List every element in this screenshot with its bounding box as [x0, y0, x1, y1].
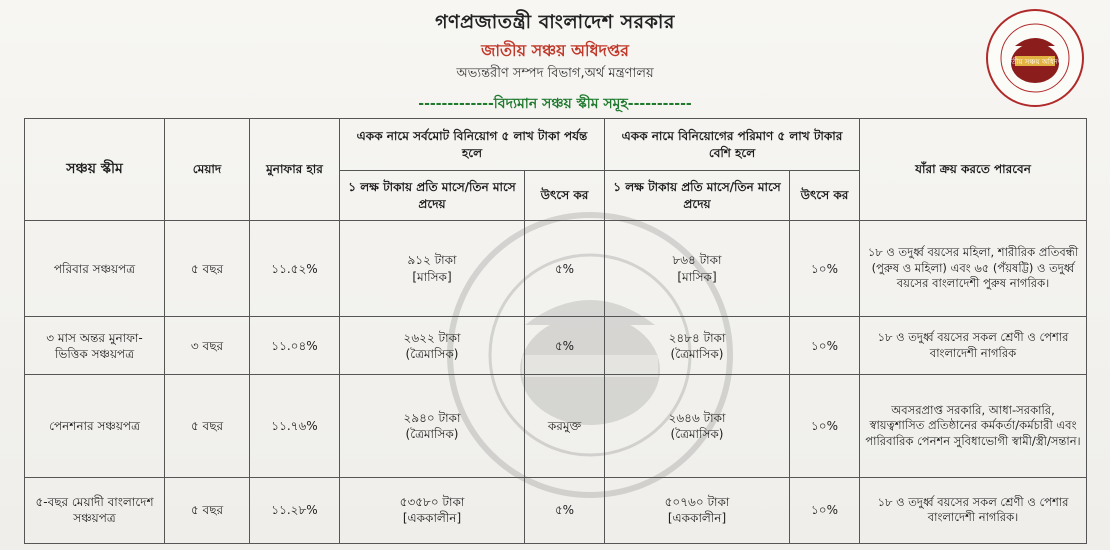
rate-cell: ১১.৭৬%: [250, 375, 340, 477]
table-row: [25, 375, 1087, 477]
profit-b-cell: [605, 317, 790, 375]
rate-cell: ১১.০৪%: [250, 317, 340, 375]
header-group-b: একক নামে বিনিয়োগের পরিমাণ ৫ লাখ টাকার বেশি হলে: [605, 119, 860, 171]
eligible-cell: ১৮ ও তদুর্ধ্ব বয়সের সকল শ্রেণী ও পেশার বাংলাদেশী নাগরিক: [860, 317, 1087, 375]
tax-b-cell: ১০%: [790, 317, 860, 375]
header-eligible: যাঁরা ক্রয় করতে পারবেন: [860, 119, 1087, 221]
eligible-cell: ১৮ ও তদুর্ধ্ব বয়সের সকল শ্রেণী ও পেশার বাংলাদেশী নাগরিক।: [860, 477, 1087, 543]
header-tax-b: উৎসে কর: [790, 171, 860, 221]
profit-a-cell: [340, 317, 525, 375]
profit-a-cell: [340, 375, 525, 477]
tenure-cell: ৫ বছর: [165, 375, 250, 477]
scheme-name: ৫-বছর মেয়াদী বাংলাদেশ সঞ্চয়পত্র: [25, 477, 165, 543]
header-group-a: একক নামে সর্বমোট বিনিয়োগ ৫ লাখ টাকা পর্যন্ত হলে: [340, 119, 605, 171]
header-profit-b: ১ লক্ষ টাকায় প্রতি মাসে/তিন মাসে প্রদেয়: [605, 171, 790, 221]
profit-b-amount: ২৪৮৪ টাকা: [668, 330, 726, 345]
profit-a-period: (ত্রৈমাসিক): [405, 346, 459, 361]
savings-schemes-table: [24, 118, 1087, 544]
profit-b-amount: ৮৬৪ টাকা: [672, 253, 722, 268]
rate-cell: ১১.৫২%: [250, 221, 340, 317]
profit-b-period: [এককালীন]: [667, 511, 727, 526]
tax-b-cell: ১০%: [790, 221, 860, 317]
tax-a-cell: ৫%: [525, 221, 605, 317]
scheme-name: পরিবার সঞ্চয়পত্র: [25, 221, 165, 317]
government-title: গণপ্রজাতন্ত্রী বাংলাদেশ সরকার: [435, 11, 675, 33]
profit-a-amount: ২৬২২ টাকা: [403, 330, 461, 345]
profit-b-cell: [605, 477, 790, 543]
tenure-cell: ৫ বছর: [165, 477, 250, 543]
emblem-seal-icon: [985, 8, 1085, 108]
tenure-cell: ৫ বছর: [165, 221, 250, 317]
profit-a-cell: [340, 221, 525, 317]
header-rate: মুনাফার হার: [250, 119, 340, 221]
eligible-cell: অবসরপ্রাপ্ত সরকারি, আধা-সরকারি, স্বায়ত্বশাসিত প্রতিষ্ঠানের কর্মকর্তা/কর্মচারী এবং পারিবারিক পেনশন সুবিধাভোগী স্বামী/স্ত্রী/সন্তান।: [860, 375, 1087, 477]
tenure-cell: ৩ বছর: [165, 317, 250, 375]
tax-b-cell: ১০%: [790, 477, 860, 543]
profit-b-amount: ২৬৪৬ টাকা: [668, 410, 726, 425]
profit-b-period: (ত্রৈমাসিক): [670, 427, 724, 442]
table-row: [25, 317, 1087, 375]
division-name: অভ্যন্তরীণ সম্পদ বিভাগ,অর্থ মন্ত্রণালয়: [456, 66, 654, 81]
profit-a-amount: ৯১২ টাকা: [407, 253, 457, 268]
tax-a-cell: করমুক্ত: [525, 375, 605, 477]
profit-a-amount: ২৯৪০ টাকা: [403, 410, 461, 425]
profit-a-period: [মাসিক]: [412, 269, 452, 284]
department-name: জাতীয় সঞ্চয় অধিদপ্তর: [481, 41, 629, 60]
profit-b-period: [মাসিক]: [677, 269, 717, 284]
table-row: [25, 221, 1087, 317]
profit-a-period: [এককালীন]: [402, 511, 462, 526]
tax-a-cell: ৫%: [525, 317, 605, 375]
scheme-name: পেনশনার সঞ্চয়পত্র: [25, 375, 165, 477]
profit-a-amount: ৫৩৫৮০ টাকা: [399, 495, 465, 510]
table-row: [25, 477, 1087, 543]
profit-b-amount: ৫০৭৬০ টাকা: [664, 495, 730, 510]
profit-b-cell: [605, 375, 790, 477]
schemes-heading: -------------বিদ্যমান সঞ্চয় স্কীম সমূহ-----------: [418, 96, 692, 112]
logo-text: জাতীয় সঞ্চয় অধিদপ্তর: [1002, 58, 1068, 66]
profit-b-cell: [605, 221, 790, 317]
header-profit-a: ১ লক্ষ টাকায় প্রতি মাসে/তিন মাসে প্রদেয়: [340, 171, 525, 221]
rate-cell: ১১.২৮%: [250, 477, 340, 543]
header-tax-a: উৎসে কর: [525, 171, 605, 221]
profit-b-period: (ত্রৈমাসিক): [670, 346, 724, 361]
tax-a-cell: ৫%: [525, 477, 605, 543]
profit-a-period: (ত্রৈমাসিক): [405, 427, 459, 442]
header-scheme: সঞ্চয় স্কীম: [25, 119, 165, 221]
profit-a-cell: [340, 477, 525, 543]
eligible-cell: ১৮ ও তদুর্ধ্ব বয়সের মহিলা, শারীরিক প্রতিবন্ধী (পুরুষ ও মহিলা) এবং ৬৫ (পঁয়ষট্টি) ও তদুর্ধ্ব বয়সের বাংলাদেশী পুরুষ নাগরিক।: [860, 221, 1087, 317]
document-header: [0, 0, 1110, 118]
tax-b-cell: ১০%: [790, 375, 860, 477]
scheme-name: ৩ মাস অন্তর মুনাফা- ভিত্তিক সঞ্চয়পত্র: [25, 317, 165, 375]
header-tenure: মেয়াদ: [165, 119, 250, 221]
